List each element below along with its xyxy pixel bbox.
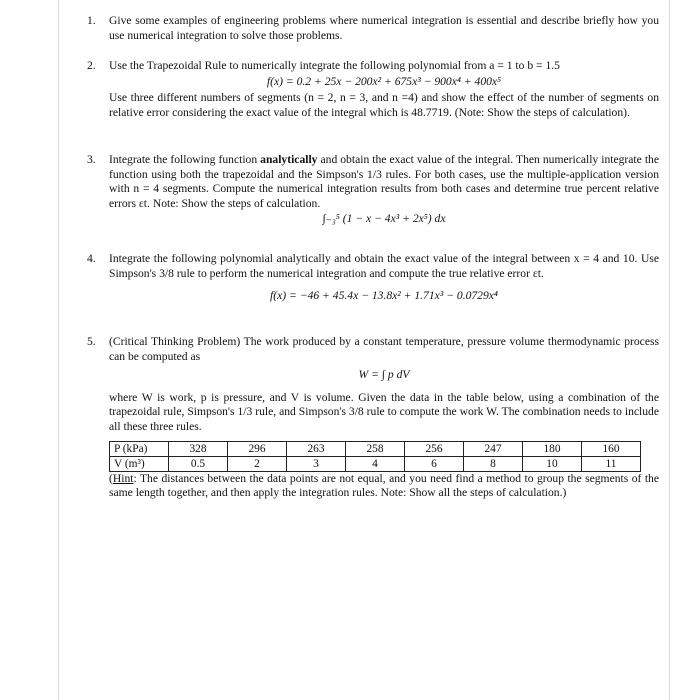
table-cell: 160 — [582, 441, 641, 456]
question-text: Integrate the following function analytically and obtain the exact value of the integral. Then numerically integrate the function using both the trapezoidal and the Simpson's 1/3 rules. For both cases, use the multiple-application version with n = 4 segments. Compute the numerical integration results from both cases and determine true percent relative errors εt. Note: Show the steps of calculation. — [109, 153, 659, 210]
table-row-label: V (m³) — [110, 456, 169, 471]
hint-note: (Hint: The distances between the data points are not equal, and you need find a method to group the segments of the same length together, and then apply the integration rules. Note: Show all the steps of calculation.) — [109, 471, 659, 500]
table-row-label: P (kPa) — [110, 441, 169, 456]
table-cell: 4 — [346, 456, 405, 471]
question-4 — [87, 252, 659, 306]
question-3 — [87, 153, 659, 229]
question-number: 5. — [87, 335, 96, 348]
question-2 — [87, 59, 659, 120]
table-cell: 328 — [169, 441, 228, 456]
table-row-pressure — [110, 441, 641, 456]
question-number: 3. — [87, 153, 96, 166]
question-number: 4. — [87, 252, 96, 265]
pressure-volume-table — [109, 441, 641, 472]
question-5 — [87, 335, 659, 501]
question-text: Use three different numbers of segments (n = 2, n = 3, and n =4) and show the effect of the number of segments on relative error considering the exact value of the integral which is 48.7719. (Note: Show the steps of calculation). — [109, 91, 659, 119]
table-cell: 6 — [405, 456, 464, 471]
table-cell: 247 — [464, 441, 523, 456]
question-number: 1. — [87, 14, 96, 27]
hint-label: Hint — [112, 471, 134, 485]
table-cell: 11 — [582, 456, 641, 471]
question-text: where W is work, p is pressure, and V is volume. Given the data in the table below, using a combination of the trapezoidal rule, Simpson's 1/3 rule, and Simpson's 3/8 rule to compute the work W. The combination needs to include all these three rules. — [109, 390, 659, 433]
work-integral-equation: W = ∫ p dV — [358, 368, 410, 382]
table-cell: 258 — [346, 441, 405, 456]
table-cell: 0.5 — [169, 456, 228, 471]
table-cell: 296 — [228, 441, 287, 456]
table-cell: 180 — [523, 441, 582, 456]
question-intro: Use the Trapezoidal Rule to numerically integrate the following polynomial from a = 1 to b = 1.5 — [109, 59, 560, 72]
table-cell: 10 — [523, 456, 582, 471]
table-cell: 256 — [405, 441, 464, 456]
question-1 — [87, 14, 659, 43]
polynomial-equation: f(x) = −46 + 45.4x − 13.8x² + 1.71x³ − 0.0729x⁴ — [270, 289, 498, 303]
integral-equation: ∫₋₃⁵ (1 − x − 4x³ + 2x⁵) dx — [322, 212, 446, 226]
document-page — [58, 0, 670, 700]
table-cell: 2 — [228, 456, 287, 471]
table-row-volume — [110, 456, 641, 471]
table-cell: 3 — [287, 456, 346, 471]
polynomial-equation: f(x) = 0.2 + 25x − 200x² + 675x³ − 900x⁴ + 400x⁵ — [266, 74, 502, 88]
table-cell: 263 — [287, 441, 346, 456]
question-number: 2. — [87, 59, 96, 72]
question-text: Give some examples of engineering problems where numerical integration is essential and describe briefly how you use numerical integration to solve those problems. — [109, 14, 659, 42]
question-intro: (Critical Thinking Problem) The work produced by a constant temperature, pressure volume thermodynamic process can be computed as — [109, 335, 659, 363]
emphasis-analytically: analytically — [260, 153, 318, 166]
table-cell: 8 — [464, 456, 523, 471]
question-text: Integrate the following polynomial analytically and obtain the exact value of the integral between x = 4 and 10. Use Simpson's 3/8 rule to perform the numerical integration and compute the true relative error εt. — [109, 252, 659, 280]
